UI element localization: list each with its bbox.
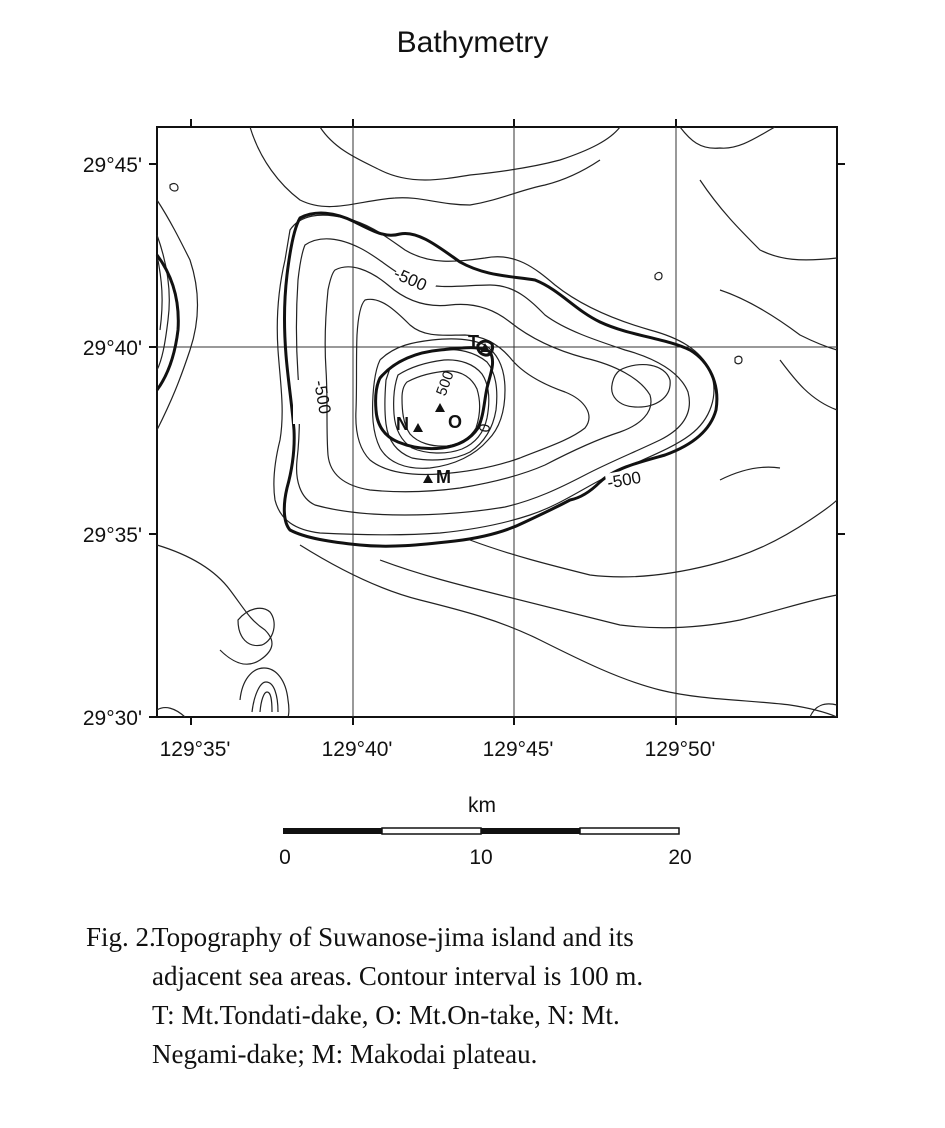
- latitude-axis: [83, 154, 142, 730]
- caption-line: Negami-dake; M: Makodai plateau.: [152, 1039, 538, 1069]
- contour-label-west: -500: [309, 378, 335, 416]
- map-gridlines: [157, 127, 837, 717]
- triangle-marker-icon: [435, 403, 445, 412]
- lon-label: 129°35': [159, 738, 231, 761]
- lon-label: 129°45': [482, 738, 554, 761]
- lat-label: 29°30': [82, 707, 142, 730]
- lat-label: 29°45': [82, 154, 142, 177]
- caption-line: T: Mt.Tondati-dake, O: Mt.On-take, N: Mt.: [152, 1000, 620, 1030]
- lon-label: 129°40': [321, 738, 393, 761]
- contour-labels: [293, 264, 651, 493]
- caption-line: Topography of Suwanose-jima island and its: [152, 922, 634, 952]
- peak-label-o: O: [448, 412, 463, 432]
- longitude-axis: [160, 738, 716, 761]
- peak-label-t: T: [468, 332, 479, 352]
- contour-label-ne: -500: [390, 263, 430, 296]
- lat-label: 29°40': [82, 337, 142, 360]
- caption-line: adjacent sea areas. Contour interval is 100 m.: [152, 961, 644, 991]
- contour-label-coast: 0: [476, 422, 495, 434]
- map-title: Bathymetry: [396, 26, 549, 59]
- peak-label-n: N: [396, 414, 409, 434]
- lon-label: 129°50': [644, 738, 716, 761]
- peak-label-m: M: [436, 467, 451, 487]
- triangle-marker-icon: [413, 423, 423, 432]
- map-frame: [157, 127, 837, 717]
- lat-label: 29°35': [82, 524, 142, 547]
- scale-bar: [279, 794, 692, 869]
- scale-bar-unit: km: [468, 794, 496, 817]
- map-ticks: [149, 119, 845, 725]
- scale-bar-tick: 20: [668, 846, 692, 869]
- scale-bar-tick: 10: [469, 846, 493, 869]
- thin-contours: [157, 127, 837, 717]
- scale-bar-tick: 0: [279, 846, 291, 869]
- caption-label: Fig. 2.: [86, 922, 156, 952]
- contour-label-se: -500: [605, 467, 643, 493]
- figure-caption: [86, 918, 846, 1074]
- contour-label-summit: 500: [433, 368, 458, 399]
- triangle-marker-icon: [423, 474, 433, 483]
- contour-minus-500: [284, 213, 717, 546]
